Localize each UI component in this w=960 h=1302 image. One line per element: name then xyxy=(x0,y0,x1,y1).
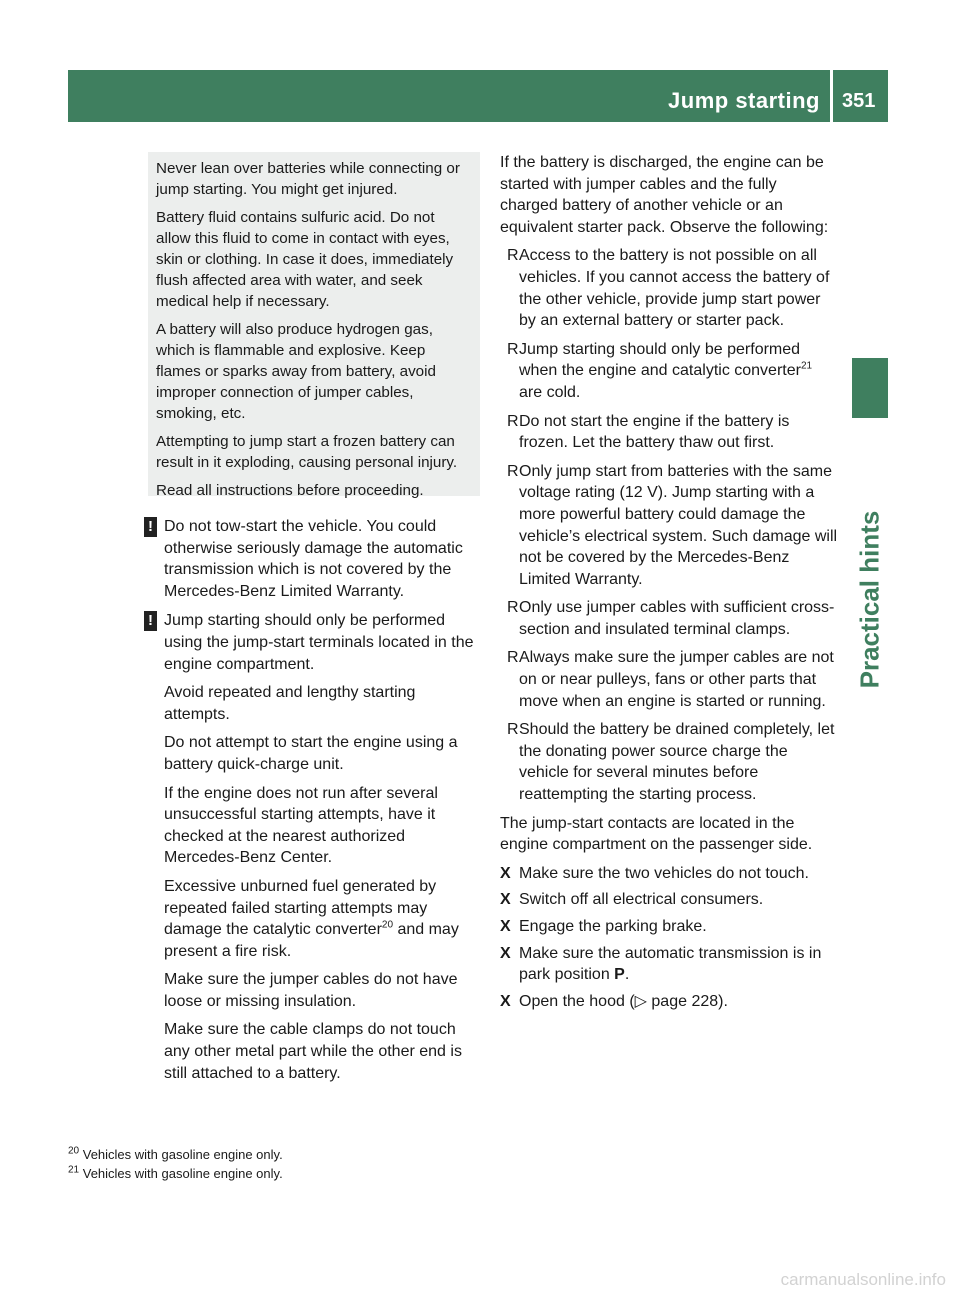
footnote-ref[interactable]: 20 xyxy=(381,919,394,931)
warning-paragraph: Never lean over batteries while connecting or jump starting. You might get injured. xyxy=(156,160,460,198)
note-text: Do not attempt to start the engine using a battery quick-charge unit. xyxy=(164,734,458,773)
header-divider xyxy=(830,70,833,122)
watermark: carmanualsonline.info xyxy=(780,1270,946,1289)
side-tab xyxy=(852,358,888,418)
list-item: R Should the battery be drained completely, let the donating power source charge the vehicle for several minutes before reattempting the starting process. xyxy=(507,721,835,804)
step-item: X Open the hood (▷ page 228). xyxy=(500,991,838,1013)
step-icon: X xyxy=(500,864,511,882)
bullet-icon: R xyxy=(507,340,519,358)
bullet-icon: R xyxy=(507,247,519,265)
contacts-paragraph: The jump-start contacts are located in the engine compartment on the passenger side. xyxy=(500,814,813,854)
step-item: X Switch off all electrical consumers. xyxy=(500,889,838,911)
warning-paragraph: Attempting to jump start a frozen battery can result in it exploding, causing personal injury. xyxy=(156,433,458,471)
list-item: R Do not start the engine if the battery is frozen. Let the battery thaw out first. xyxy=(507,412,790,452)
bullet-icon: R xyxy=(507,412,519,430)
note-text: Do not tow-start the vehicle. You could otherwise seriously damage the automatic transmission which is not covered by the Mercedes-Benz Limited Warranty. xyxy=(164,518,463,600)
step-icon: X xyxy=(500,918,511,935)
warning-paragraph: Read all instructions before proceeding. xyxy=(156,482,424,499)
note-tow-start xyxy=(145,516,485,602)
right-column xyxy=(500,152,838,1017)
exclamation-icon: ! xyxy=(144,611,157,631)
footnotes xyxy=(68,1147,568,1185)
bullet-icon: R xyxy=(507,599,519,617)
list-item: R Access to the battery is not possible on all vehicles. If you cannot access the battery of the other vehicle, provide jump start power by an external battery or starter pack. xyxy=(507,247,830,330)
warning-paragraph: Battery fluid contains sulfuric acid. Do not allow this fluid to come in contact with eyes, skin or clothing. In case it does, immediately flush affected area with water, and seek medical help if necessary. xyxy=(156,209,454,310)
note-text: Make sure the jumper cables do not have loose or missing insulation. xyxy=(164,971,458,1010)
list-item: R Always make sure the jumper cables are not on or near pulleys, fans or other parts that move when an engine is started or running. xyxy=(507,649,834,710)
footnote: $^{21}$ Vehicles with gasoline engine only. xyxy=(68,1164,283,1181)
note-text: If the engine does not run after several unsuccessful starting attempts, have it checked at the nearest authorized Mercedes-Benz Center. xyxy=(164,784,438,867)
intro-paragraph: If the battery is discharged, the engine can be started with jumper cables and the fully charged battery of another vehicle or an equivalent starter pack. Observe the following: xyxy=(500,154,829,236)
step-icon: X xyxy=(500,992,511,1010)
page-ref-arrow-icon[interactable]: ▷ xyxy=(634,992,647,1010)
step-icon: X xyxy=(500,944,511,962)
step-item: X Make sure the two vehicles do not touch. xyxy=(500,863,838,885)
footnote: $^{20}$ Vehicles with gasoline engine only. xyxy=(68,1145,283,1162)
step-item: X Engage the parking brake. xyxy=(500,916,838,938)
footnote-ref[interactable]: 21 xyxy=(800,361,813,373)
exclamation-icon: ! xyxy=(144,517,157,537)
page-title: Jump starting xyxy=(668,88,820,113)
bullet-icon: R xyxy=(507,462,519,480)
note-text: Avoid repeated and lengthy starting attempts. xyxy=(164,684,416,723)
bullet-icon: R xyxy=(507,649,519,667)
bullet-icon: R xyxy=(507,721,519,739)
list-item: R Jump starting should only be performed when the engine and catalytic converter$^{21}$ are cold. xyxy=(507,340,813,401)
list-item: R Only jump start from batteries with the same voltage rating (12 V). Jump starting with a more powerful battery could damage the vehicle’s electrical system. Such damage will not be covered by the Mercedes-Benz Limited Warranty. xyxy=(507,462,838,588)
page-ref-link[interactable]: page 228). xyxy=(646,992,728,1010)
left-column xyxy=(145,516,485,1092)
note-jump-terminals xyxy=(145,610,485,1084)
step-icon: X xyxy=(500,891,511,909)
note-text: Make sure the cable clamps do not touch any other metal part while the other end is still attached to a battery. xyxy=(164,1021,462,1082)
warning-paragraph: A battery will also produce hydrogen gas, which is flammable and explosive. Keep flames or sparks away from battery, avoid improper connection of jumper cables, smoking, etc. xyxy=(156,321,436,422)
note-text: Excessive unburned fuel generated by repeated failed starting attempts may damage the catalytic converter$^{20}$ and may present a fire risk. xyxy=(164,877,459,960)
step-item: X Make sure the automatic transmission is in park position P. xyxy=(500,944,822,984)
page-number: 351 xyxy=(842,90,876,112)
warning-box xyxy=(148,152,480,499)
note-text: Jump starting should only be performed using the jump-start terminals located in the engine compartment. xyxy=(164,612,474,673)
list-item: R Only use jumper cables with sufficient cross-section and insulated terminal clamps. xyxy=(507,599,835,638)
